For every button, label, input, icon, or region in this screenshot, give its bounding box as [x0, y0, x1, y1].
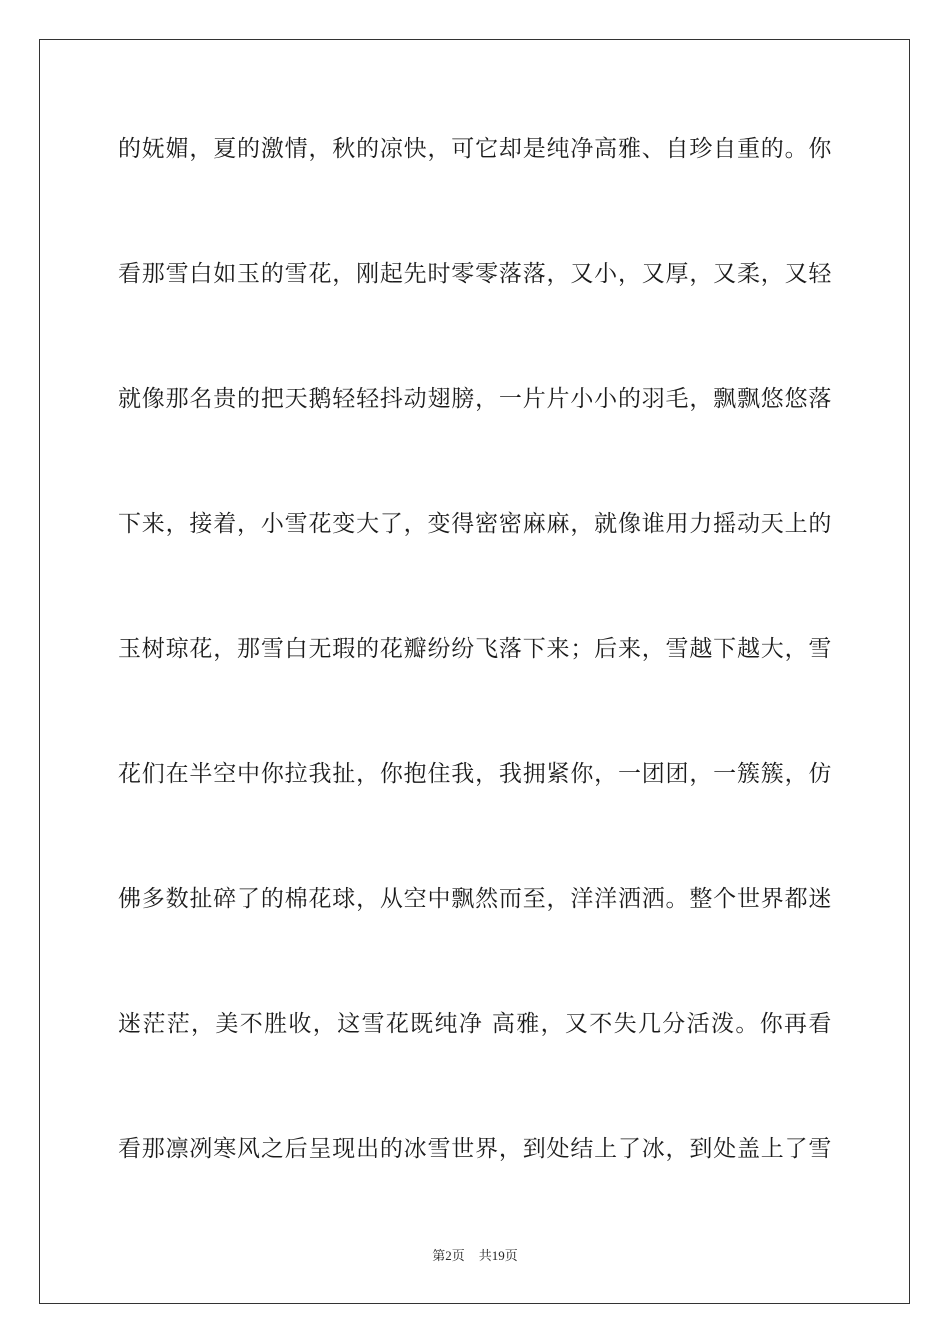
page-total: 共19页: [478, 1248, 518, 1263]
paragraph-line: 看那雪白如玉的雪花，刚起先时零零落落，又小，又厚，又柔，又轻: [118, 261, 832, 287]
paragraph-line: 下来，接着，小雪花变大了，变得密密麻麻，就像谁用力摇动天上的: [118, 511, 832, 537]
paragraph-line: 就像那名贵的把天鹅轻轻抖动翅膀，一片片小小的羽毛，飘飘悠悠落: [118, 386, 832, 412]
paragraph-line: 看那凛冽寒风之后呈现出的冰雪世界，到处结上了冰，到处盖上了雪: [118, 1136, 832, 1162]
paragraph-line: 迷茫茫，美不胜收，这雪花既纯净 高雅，又不失几分活泼。你再看: [118, 1011, 832, 1037]
paragraph-line: 佛多数扯碎了的棉花球，从空中飘然而至，洋洋洒洒。整个世界都迷: [118, 886, 832, 912]
page-footer: [0, 1247, 950, 1265]
paragraph-line: 玉树琼花，那雪白无瑕的花瓣纷纷飞落下来；后来，雪越下越大，雪: [118, 636, 832, 662]
page-number: 第2页: [432, 1248, 465, 1263]
page-frame: [39, 39, 910, 1304]
paragraph-line: 的妩媚，夏的激情，秋的凉快，可它却是纯净高雅、自珍自重的。你: [118, 136, 832, 162]
paragraph-line: 花们在半空中你拉我扯，你抱住我，我拥紧你，一团团，一簇簇，仿: [118, 761, 832, 787]
